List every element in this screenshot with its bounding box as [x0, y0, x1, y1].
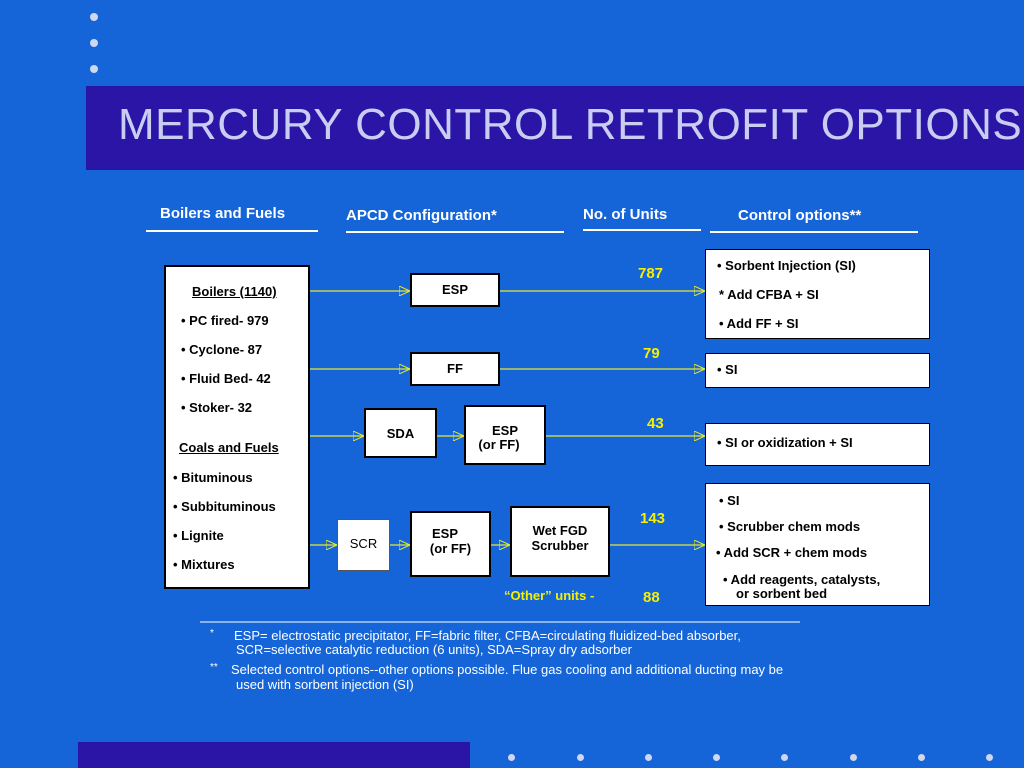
esp-or-ff-label: (or FF)	[478, 437, 520, 452]
scr-label: SCR	[349, 536, 378, 551]
footnote-text: used with sorbent injection (SI)	[236, 677, 414, 692]
header-control: Control options**	[738, 207, 862, 224]
fuel-item: • Lignite	[173, 528, 224, 543]
decor-dot	[781, 754, 788, 761]
boiler-item: • PC fired- 979	[181, 313, 269, 328]
sda-label: SDA	[386, 426, 415, 441]
decor-dot	[850, 754, 857, 761]
decor-dot	[577, 754, 584, 761]
control-option: * Add CFBA + SI	[719, 287, 819, 302]
unit-count: 43	[647, 415, 664, 432]
control-option: • Add SCR + chem mods	[716, 545, 868, 560]
boiler-item: • Cyclone- 87	[181, 342, 263, 357]
control-options-box	[705, 353, 930, 388]
header-apcd: APCD Configuration*	[346, 207, 497, 224]
control-option: • Scrubber chem mods	[719, 519, 861, 534]
fuel-item: • Mixtures	[173, 557, 235, 572]
decor-dot	[986, 754, 993, 761]
other-units-label: “Other” units -	[504, 588, 595, 603]
esp-or-ff-label: ESP	[491, 423, 518, 438]
unit-count: 143	[640, 510, 666, 527]
decor-dot	[713, 754, 720, 761]
control-option: • SI	[719, 493, 740, 508]
unit-count: 79	[643, 345, 660, 362]
wet-fgd-label: Wet FGD	[532, 523, 588, 538]
decor-dot	[645, 754, 652, 761]
control-option: • SI	[717, 362, 738, 377]
esp-or-ff-label: (or FF)	[429, 541, 472, 556]
footnote-text: ESP= electrostatic precipitator, FF=fabric filter, CFBA=circulating fluidized-bed absorber,	[234, 628, 741, 643]
header-units: No. of Units	[583, 206, 668, 223]
fuel-item: • Bituminous	[173, 470, 253, 485]
scrubber-label: Scrubber	[531, 538, 589, 553]
esp-label: ESP	[441, 282, 468, 297]
boiler-item: • Fluid Bed- 42	[181, 371, 271, 386]
header-boilers: Boilers and Fuels	[160, 205, 286, 222]
boiler-item: • Stoker- 32	[181, 400, 253, 415]
esp-or-ff-label: ESP	[431, 526, 458, 541]
bottom-bar	[78, 742, 470, 768]
fuel-item: • Subbituminous	[173, 499, 276, 514]
footnote-mark: **	[210, 662, 218, 673]
footnote-text: Selected control options--other options possible. Flue gas cooling and additional ducting may be	[231, 662, 784, 677]
unit-count: 88	[643, 589, 660, 606]
decor-dot	[918, 754, 925, 761]
footnote-mark: *	[210, 628, 214, 639]
control-option: • SI or oxidization + SI	[717, 435, 853, 450]
control-option: • Sorbent Injection (SI)	[717, 258, 856, 273]
control-option: or sorbent bed	[736, 586, 828, 601]
ff-label: FF	[447, 361, 463, 376]
slide-title: MERCURY CONTROL RETROFIT OPTIONS	[118, 100, 1023, 149]
unit-count: 787	[638, 265, 664, 282]
decor-dot	[508, 754, 515, 761]
boilers-title: Boilers (1140)	[192, 284, 277, 299]
footnote-text: SCR=selective catalytic reduction (6 units), SDA=Spray dry adsorber	[236, 642, 632, 657]
control-option: • Add FF + SI	[719, 316, 799, 331]
fuels-title: Coals and Fuels	[179, 440, 279, 455]
control-option: • Add reagents, catalysts,	[723, 572, 881, 587]
